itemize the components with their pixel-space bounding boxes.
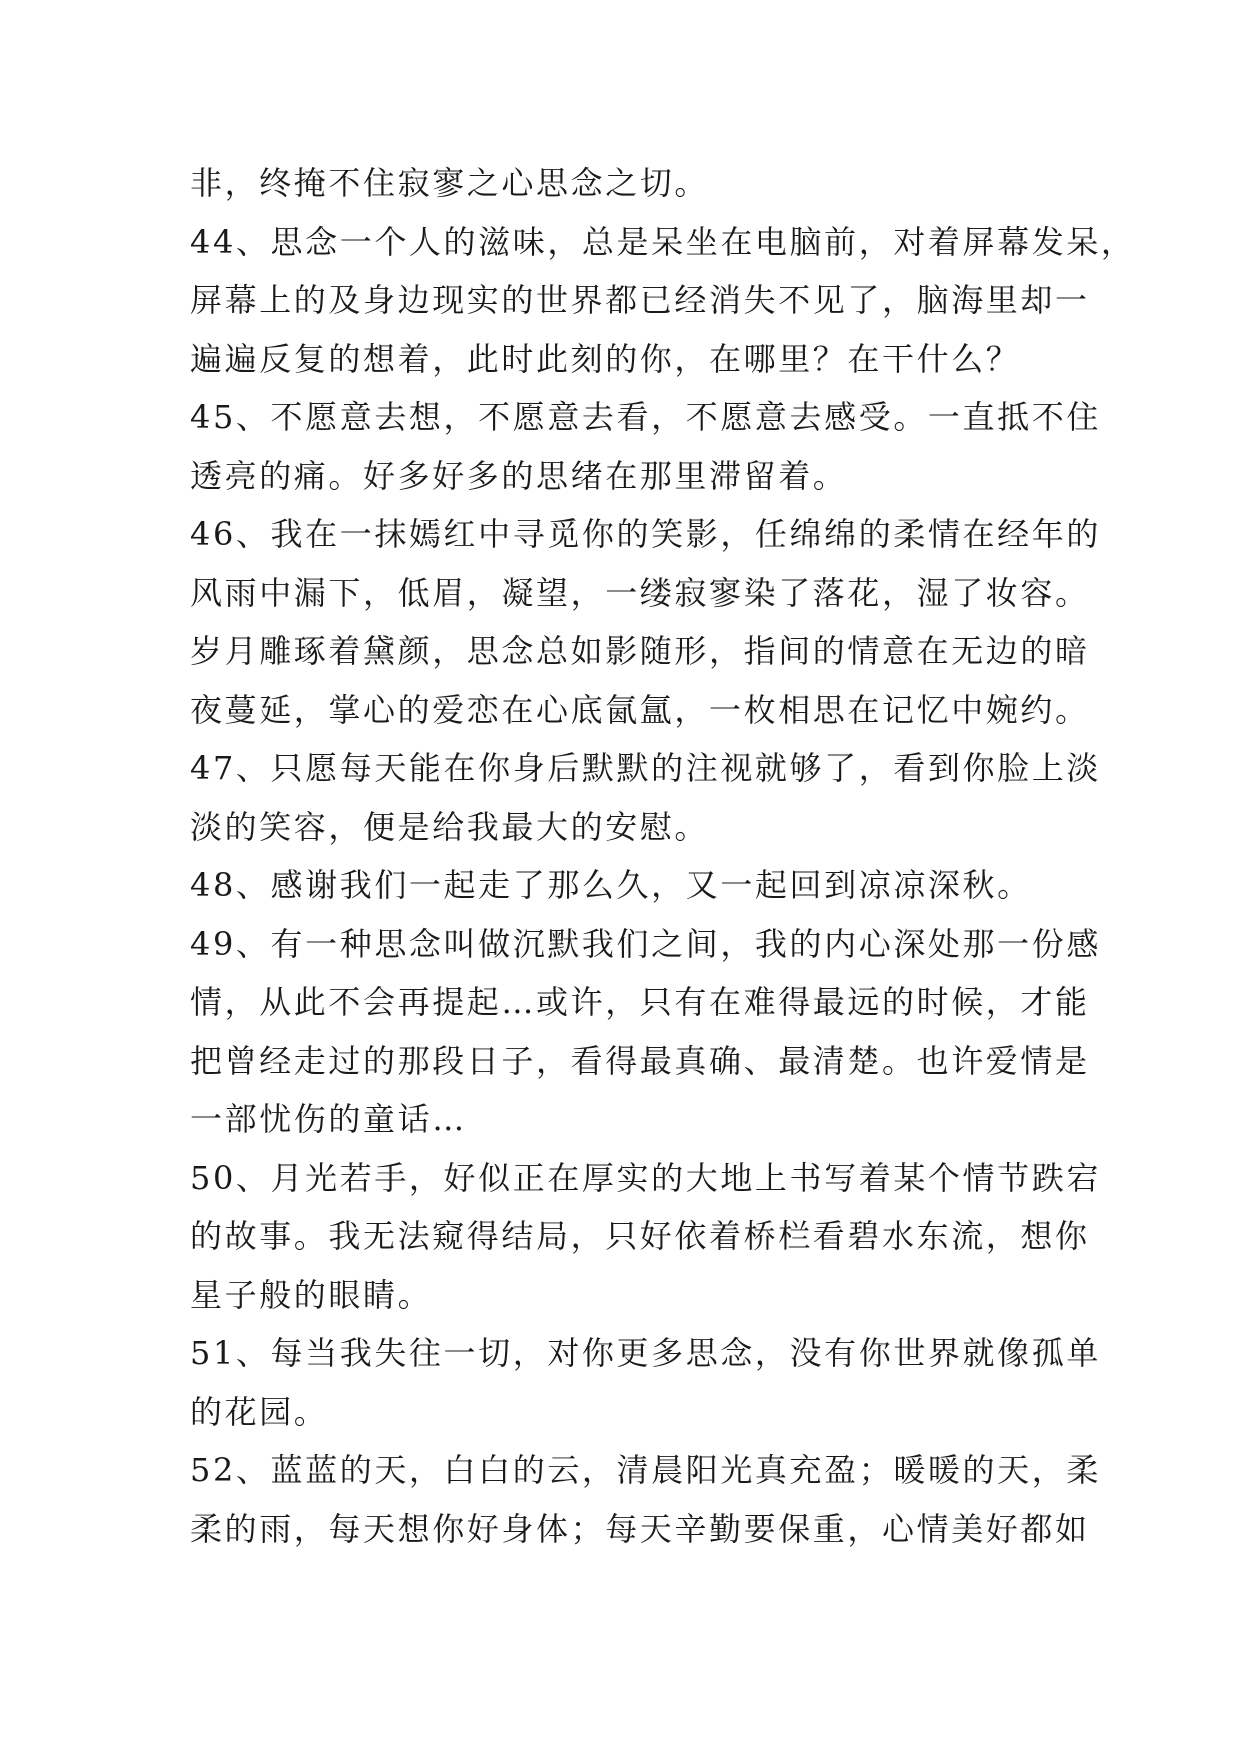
text-line: 51、每当我失往一切，对你更多思念，没有你世界就像孤单 <box>190 1334 1101 1372</box>
text-line: 49、有一种思念叫做沉默我们之间，我的内心深处那一份感 <box>190 924 1101 963</box>
text-line: 遍遍反复的想着，此时此刻的你，在哪里？在干什么？ <box>190 339 1021 378</box>
text-line: 夜蔓延，掌心的爱恋在心底氤氲，一枚相思在记忆中婉约。 <box>190 690 1090 729</box>
text-line: 的花园。 <box>190 1392 329 1431</box>
text-line: 52、蓝蓝的天，白白的云，清晨阳光真充盈；暖暖的天，柔 <box>190 1451 1101 1489</box>
text-line: 48、感谢我们一起走了那么久，又一起回到凉凉深秋。 <box>190 866 1032 904</box>
text-line: 一部忧伤的童话… <box>190 1100 467 1138</box>
text-line: 46、我在一抹嫣红中寻觅你的笑影，任绵绵的柔情在经年的 <box>190 515 1101 553</box>
text-line: 淡的笑容，便是给我最大的安慰。 <box>190 807 710 846</box>
text-line: 岁月雕琢着黛颜，思念总如影随形，指间的情意在无边的暗 <box>190 632 1090 670</box>
text-line: 情，从此不会再提起…或许，只有在难得最远的时候，才能 <box>190 983 1090 1021</box>
text-line: 50、月光若手，好似正在厚实的大地上书写着某个情节跌宕 <box>190 1158 1101 1197</box>
text-line: 的故事。我无法窥得结局，只好依着桥栏看碧水东流，想你 <box>190 1217 1090 1255</box>
text-line: 47、只愿每天能在你身后默默的注视就够了，看到你脸上淡 <box>190 749 1101 787</box>
text-line: 把曾经走过的那段日子，看得最真确、最清楚。也许爱情是 <box>190 1041 1090 1080</box>
text-line: 屏幕上的及身边现实的世界都已经消失不见了，脑海里却一 <box>190 281 1090 319</box>
text-line: 风雨中漏下，低眉，凝望，一缕寂寥染了落花，湿了妆容。 <box>190 573 1090 612</box>
text-line: 透亮的痛。好多好多的思绪在那里滞留着。 <box>190 456 848 495</box>
text-line: 星子般的眼睛。 <box>190 1275 433 1314</box>
text-line: 柔的雨，每天想你好身体；每天辛勤要保重，心情美好都如 <box>190 1509 1090 1548</box>
text-line: 44、思念一个人的滋味，总是呆坐在电脑前，对着屏幕发呆， <box>190 222 1136 261</box>
text-line: 45、不愿意去想，不愿意去看，不愿意去感受。一直抵不住 <box>190 398 1101 436</box>
text-line: 非，终掩不住寂寥之心思念之切。 <box>190 164 710 202</box>
document-body <box>190 154 1136 1558</box>
